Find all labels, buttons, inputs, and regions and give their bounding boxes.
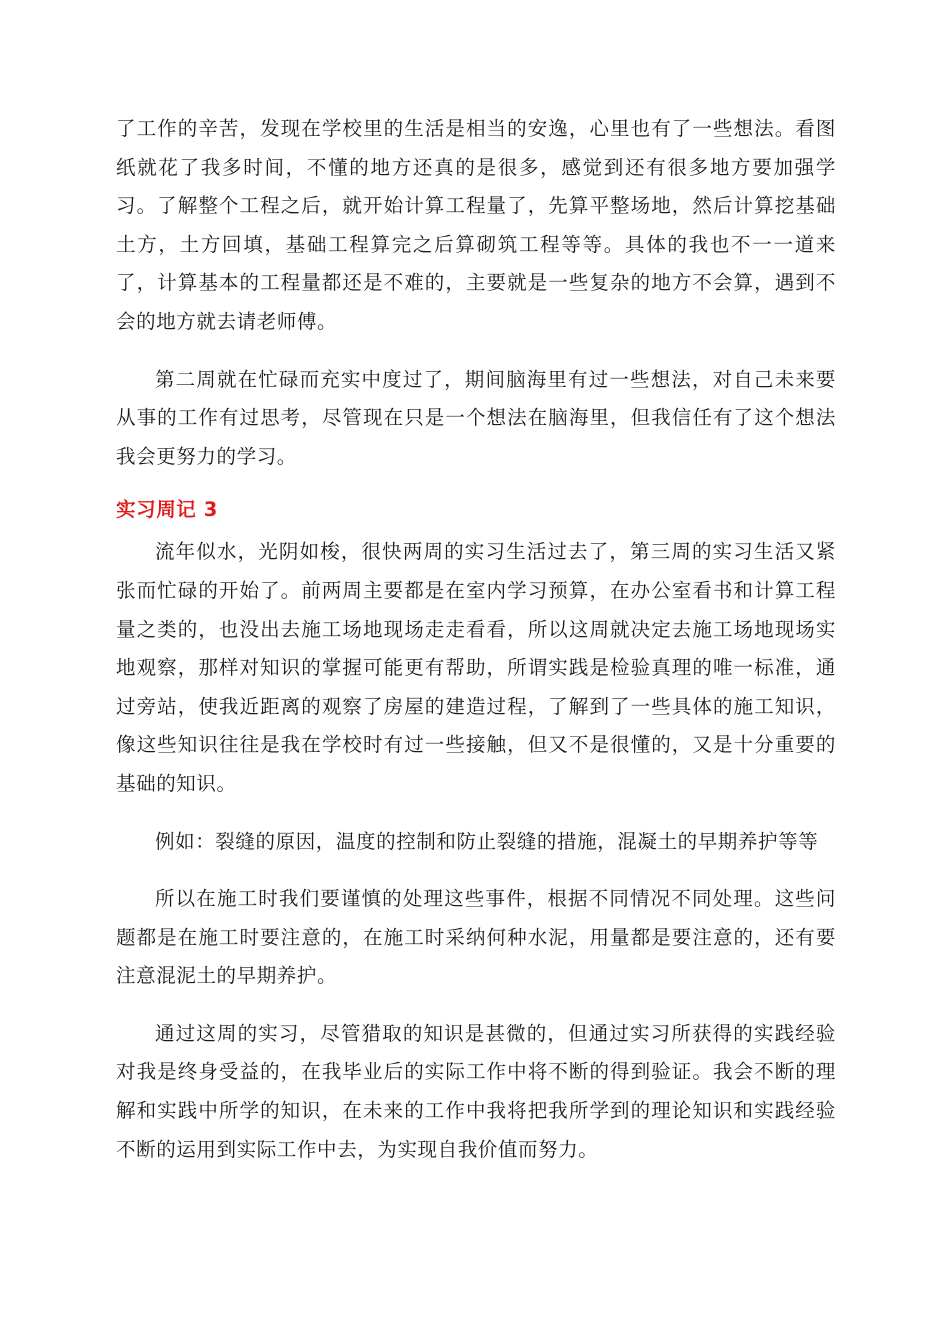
- paragraph-example: 例如：裂缝的原因，温度的控制和防止裂缝的措施，混凝土的早期养护等等: [155, 829, 819, 853]
- paragraph-week-three-intro: 流年似水，光阴如梭，很快两周的实习生活过去了，第三周的实习生活又紧张而忙碌的开始了。前两周主要都是在室内学习预算，在办公室看书和计算工程量之类的，也没出去施工场地现场走走看看，所以这周就决定去施工场地现场实地观察，那样对知识的掌握可能更有帮助，所谓实践是检验真理的唯一标准，通过旁站，使我近距离的观察了房屋的建造过程，了解到了一些具体的施工知识，像这些知识往往是我在学校时有过一些接触，但又不是很懂的，又是十分重要的基础的知识。: [116, 540, 836, 795]
- paragraph-week-two: 第二周就在忙碌而充实中度过了，期间脑海里有过一些想法，对自己未来要从事的工作有过思考，尽管现在只是一个想法在脑海里，但我信任有了这个想法我会更努力的学习。: [116, 367, 836, 468]
- document-page: [116, 110, 836, 1188]
- section-heading: 实习周记 3: [116, 498, 218, 522]
- paragraph-conclusion: 通过这周的实习，尽管猎取的知识是甚微的，但通过实习所获得的实践经验对我是终身受益的，在我毕业后的实际工作中将不断的得到验证。我会不断的理解和实践中所学的知识，在未来的工作中我将把我所学到的理论知识和实践经验不断的运用到实际工作中去，为实现自我价值而努力。: [116, 1021, 836, 1161]
- paragraph-continuation: 了工作的辛苦，发现在学校里的生活是相当的安逸，心里也有了一些想法。看图纸就花了我多时间，不懂的地方还真的是很多，感觉到还有很多地方要加强学习。了解整个工程之后，就开始计算工程量了，先算平整场地，然后计算挖基础土方，土方回填，基础工程算完之后算砌筑工程等等。具体的我也不一一道来了，计算基本的工程量都还是不难的，主要就是一些复杂的地方不会算，遇到不会的地方就去请老师傅。: [116, 117, 836, 333]
- paragraph-construction-care: 所以在施工时我们要谨慎的处理这些事件，根据不同情况不同处理。这些问题都是在施工时要注意的，在施工时采纳何种水泥，用量都是要注意的，还有要注意混泥土的早期养护。: [116, 887, 836, 988]
